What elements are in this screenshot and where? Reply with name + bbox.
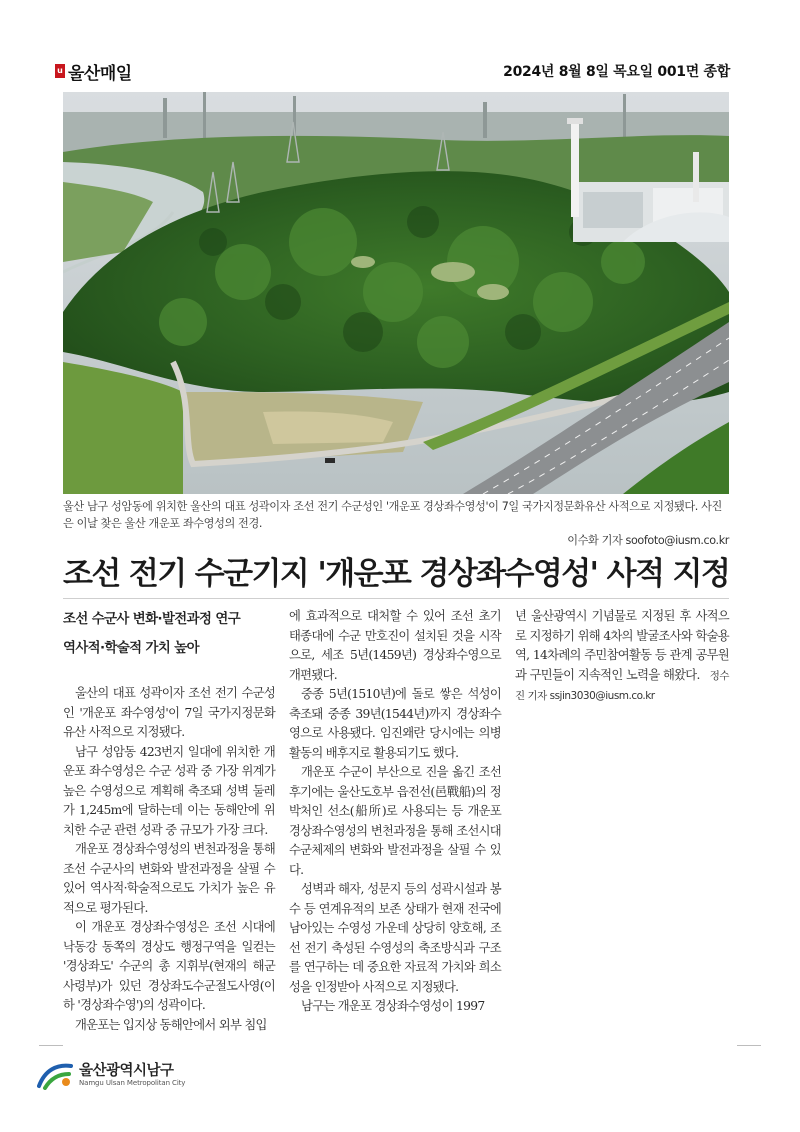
- masthead-logo-icon: u: [55, 64, 65, 78]
- footer-rule-right: [737, 1045, 761, 1046]
- paragraph: 남구 성암동 423번지 일대에 위치한 개운포 좌수영성은 수군 성곽 중 가장 위계가 높은 수영성으로 계획해 축조돼 성벽 둘레가 1,245m에 달하는데 이는 동해안에 위치한 수군 관련 성곽 중 규모가 가장 크다.: [63, 744, 275, 837]
- masthead-name: 울산매일: [68, 63, 132, 84]
- photo-credit: 이수화 기자 soofoto@iusm.co.kr: [567, 534, 729, 547]
- namgu-city-logo-icon: [37, 1060, 73, 1090]
- paragraph: 개운포 수군이 부산으로 진을 옮긴 조선 후기에는 울산도호부 읍전선(邑戰船)의 정박처인 선소(船所)로 사용되는 등 개운포 경상좌수영성의 변천과정을 통해 조선시대 수군체제의 변화와 발전과정을 살필 수 있다.: [289, 765, 501, 877]
- paragraph: 개운포는 입지상 동해안에서 외부 침입: [75, 1017, 267, 1032]
- footer-org-text: [79, 1063, 185, 1088]
- caption-text: 울산 남구 성암동에 위치한 울산의 대표 성곽이자 조선 전기 수군성인 '개운포 경상좌수영성'이 7일 국가지정문화유산 사적으로 지정됐다. 사진은 이날 찾은 울산 개운포 좌수영성의 전경.: [63, 500, 722, 530]
- paragraph-continued: 에 효과적으로 대처할 수 있어 조선 초기 태종대에 수군 만호진이 설치된 것을 시작으로, 세조 5년(1459년) 경상좌수영으로 개편됐다.: [289, 609, 501, 682]
- aerial-photo: [63, 92, 729, 494]
- paragraph: 이 개운포 경상좌수영성은 조선 시대에 낙동강 동쪽의 경상도 행정구역을 일컫는 '경상좌도' 수군의 총 지휘부(현재의 해군사령부)가 있던 경상좌도수군절도사영(이하 '경상좌수영')의 성곽이다.: [63, 920, 275, 1012]
- article-column-1: [63, 684, 275, 1035]
- headline: 조선 전기 수군기지 '개운포 경상좌수영성' 사적 지정: [63, 556, 730, 592]
- paragraph: 울산의 대표 성곽이자 조선 전기 수군성인 '개운포 좌수영성'이 7일 국가지정문화유산 사적으로 지정됐다.: [63, 686, 275, 739]
- paragraph: 중종 5년(1510년)에 돌로 쌓은 석성이 축조돼 중종 39년(1544년)까지 경상좌수영으로 사용됐다. 임진왜란 당시에는 의병활동의 배후지로 활용되기도 했다.: [289, 687, 501, 760]
- dateline: 2024년 8월 8일 목요일 001면 종합: [503, 64, 730, 80]
- article-column-3: [515, 607, 729, 707]
- photo-caption: [63, 498, 729, 549]
- footer-rule-left: [39, 1045, 63, 1046]
- paragraph-text: 년 울산광역시 기념물로 지정된 후 사적으로 지정하기 위해 4차의 발굴조사와 학술용역, 14차례의 주민참여활동 등 관계 공무원과 구민들이 지속적인 노력을 해왔다.: [515, 609, 729, 682]
- headline-divider: [63, 598, 729, 599]
- footer-org-name-en: Namgu Ulsan Metropolitan City: [79, 1078, 186, 1087]
- aerial-photo-fortress-site: [63, 92, 729, 494]
- masthead: [55, 60, 132, 82]
- subhead-2: 역사적·학술적 가치 높아: [63, 641, 199, 656]
- paragraph: 남구는 개운포 경상좌수영성이 1997: [301, 999, 485, 1013]
- reporter-byline: 정수진 기자 ssjin3030@iusm.co.kr: [515, 669, 729, 702]
- footer-org-name-ko: 울산광역시남구: [79, 1062, 174, 1079]
- paragraph: 개운포 경상좌수영성의 변천과정을 통해 조선 수군사의 변화와 발전과정을 살필 수 있어 역사적·학술적으로도 가치가 높은 유적으로 평가된다.: [63, 842, 275, 915]
- footer-logo: [37, 1060, 185, 1090]
- paragraph-continued: [515, 607, 729, 707]
- subhead-1: 조선 수군사 변화·발전과정 연구: [63, 612, 241, 627]
- article-column-2: [289, 607, 501, 1017]
- paragraph: 성벽과 해자, 성문지 등의 성곽시설과 봉수 등 연계유적의 보존 상태가 현재 전국에 남아있는 수영성 가운데 상당히 양호해, 조선 전기 축성된 수영성의 축조방식과 구조를 연구하는 데 중요한 자료적 가치와 희소성을 인정받아 사적으로 지정됐다.: [289, 882, 501, 994]
